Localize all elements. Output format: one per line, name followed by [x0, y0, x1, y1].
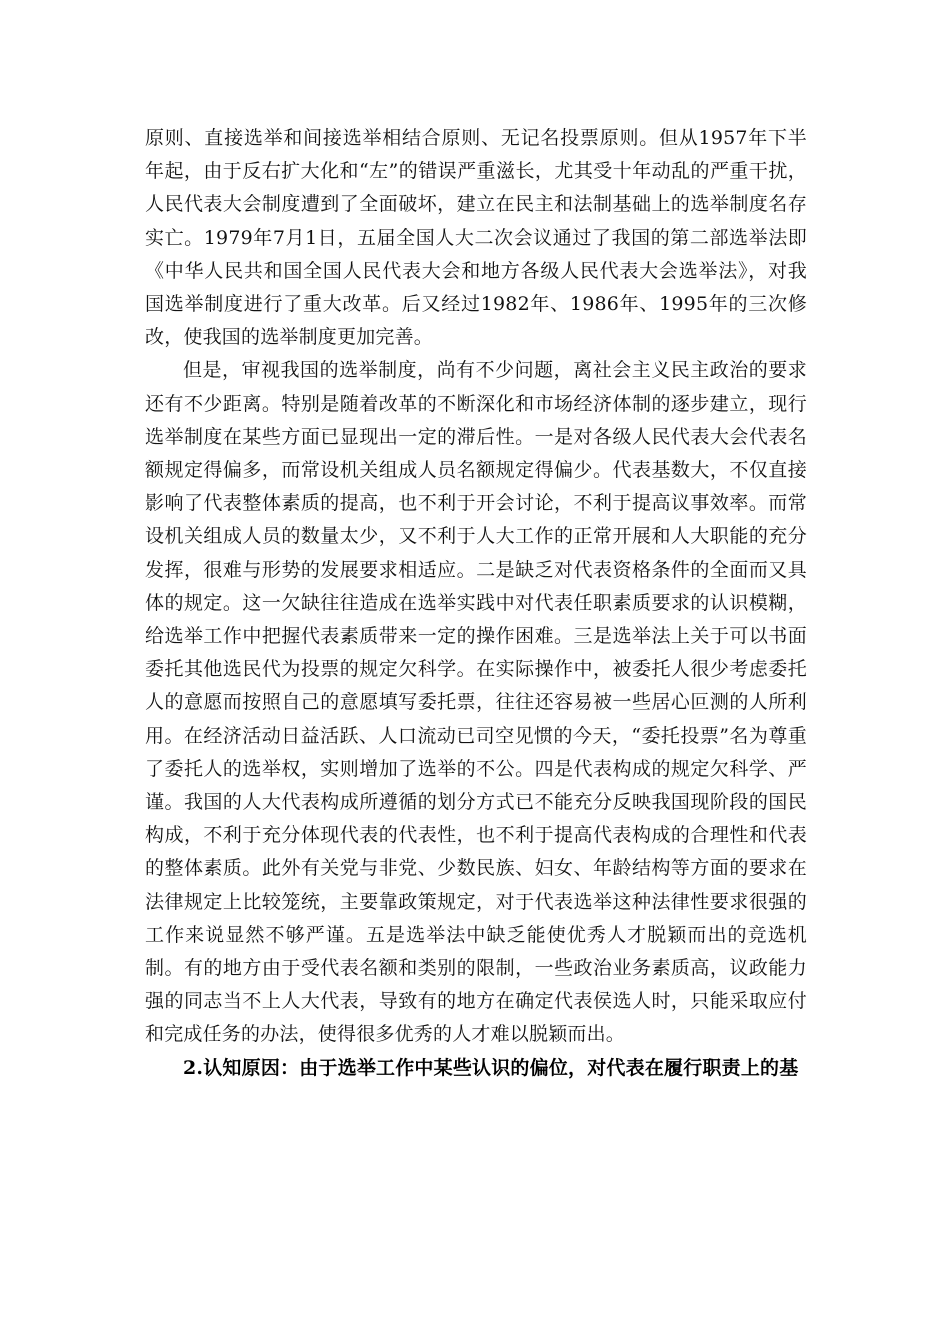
document-body [145, 122, 807, 1085]
paragraph-election-problems: 但是，审视我国的选举制度，尚有不少问题，离社会主义民主政治的要求还有不少距离。特别是随着改革的不断深化和市场经济体制的逐步建立，现行选举制度在某些方面已显现出一定的滞后性。一是对各级人民代表大会代表名额规定得偏多，而常设机关组成人员名额规定得偏少。代表基数大，不仅直接影响了代表整体素质的提高，也不利于开会讨论，不利于提高议事效率。而常设机关组成人员的数量太少，又不利于人大工作的正常开展和人大职能的充分发挥，很难与形势的发展要求相适应。二是缺乏对代表资格条件的全面而又具体的规定。这一欠缺往往造成在选举实践中对代表任职素质要求的认识模糊，给选举工作中把握代表素质带来一定的操作困难。三是选举法上关于可以书面委托其他选民代为投票的规定欠科学。在实际操作中，被委托人很少考虑委托人的意愿而按照自己的意愿填写委托票，往往还容易被一些居心叵测的人所利用。在经济活动日益活跃、人口流动已司空见惯的今天，“委托投票”名为尊重了委托人的选举权，实则增加了选举的不公。四是代表构成的规定欠科学、严谨。我国的人大代表构成所遵循的划分方式已不能充分反映我国现阶段的国民构成，不利于充分体现代表的代表性，也不利于提高代表构成的合理性和代表的整体素质。此外有关党与非党、少数民族、妇女、年龄结构等方面的要求在法律规定上比较笼统，主要靠政策规定，对于代表选举这种法律性要求很强的工作来说显然不够严谨。五是选举法中缺乏能使优秀人才脱颖而出的竞选机制。有的地方由于受代表名额和类别的限制，一些政治业务素质高，议政能力强的同志当不上人大代表，导致有的地方在确定代表侯选人时，只能采取应付和完成任务的办法，使得很多优秀的人才难以脱颖而出。 [145, 359, 807, 1046]
section-heading-cognitive-reasons: 2.认知原因：由于选举工作中某些认识的偏位，对代表在履行职责上的基 [183, 1056, 799, 1079]
paragraph-continuation: 原则、直接选举和间接选举相结合原则、无记名投票原则。但从1957年下半年起，由于反右扩大化和“左”的错误严重滋长，尤其受十年动乱的严重干扰，人民代表大会制度遭到了全面破坏，建立在民主和法制基础上的选举制度名存实亡。1979年7月1日，五届全国人大二次会议通过了我国的第二部选举法即《中华人民共和国全国人民代表大会和地方各级人民代表大会选举法》，对我国选举制度进行了重大改革。后又经过1982年、1986年、1995年的三次修改，使我国的选举制度更加完善。 [145, 127, 807, 349]
